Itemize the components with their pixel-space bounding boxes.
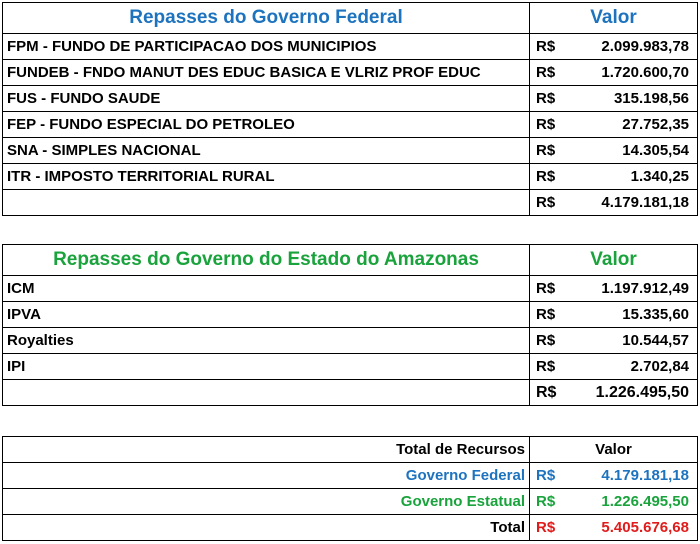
estado-row-value: 10.544,57 xyxy=(570,328,698,354)
currency-symbol: R$ xyxy=(530,489,570,515)
estado-row-value: 15.335,60 xyxy=(570,302,698,328)
table-row xyxy=(3,112,698,138)
table-row xyxy=(3,276,698,302)
currency-symbol: R$ xyxy=(530,463,570,489)
federal-row-value: 27.752,35 xyxy=(570,112,698,138)
estado-row-value: 1.197.912,49 xyxy=(570,276,698,302)
table-row xyxy=(3,86,698,112)
federal-row-value: 1.340,25 xyxy=(570,164,698,190)
federal-row-label: FPM - FUNDO DE PARTICIPACAO DOS MUNICIPIOS xyxy=(3,34,530,60)
currency-symbol: R$ xyxy=(530,164,570,190)
summary-total-value: 5.405.676,68 xyxy=(570,515,698,541)
table-row xyxy=(3,463,698,489)
table-row xyxy=(3,60,698,86)
currency-symbol: R$ xyxy=(530,380,570,406)
estado-total-value: 1.226.495,50 xyxy=(570,380,698,406)
federal-row-value: 1.720.600,70 xyxy=(570,60,698,86)
federal-header-row xyxy=(3,3,698,34)
currency-symbol: R$ xyxy=(530,34,570,60)
federal-total-value: 4.179.181,18 xyxy=(570,190,698,216)
table-row xyxy=(3,302,698,328)
summary-header: Total de Recursos xyxy=(3,437,530,463)
empty-cell xyxy=(3,190,530,216)
empty-cell xyxy=(3,380,530,406)
summary-table xyxy=(2,436,698,541)
table-row xyxy=(3,328,698,354)
federal-title: Repasses do Governo Federal xyxy=(3,3,530,34)
summary-estado-label: Governo Estatual xyxy=(3,489,530,515)
estado-row-label: Royalties xyxy=(3,328,530,354)
estado-row-label: ICM xyxy=(3,276,530,302)
federal-row-label: FUS - FUNDO SAUDE xyxy=(3,86,530,112)
federal-value-header: Valor xyxy=(530,3,698,34)
currency-symbol: R$ xyxy=(530,112,570,138)
estado-row-label: IPVA xyxy=(3,302,530,328)
currency-symbol: R$ xyxy=(530,60,570,86)
estado-header-row xyxy=(3,245,698,276)
estado-table xyxy=(2,244,698,406)
table-row xyxy=(3,515,698,541)
federal-row-value: 2.099.983,78 xyxy=(570,34,698,60)
summary-value-header: Valor xyxy=(530,437,698,463)
table-row xyxy=(3,138,698,164)
currency-symbol: R$ xyxy=(530,138,570,164)
estado-row-value: 2.702,84 xyxy=(570,354,698,380)
estado-row-label: IPI xyxy=(3,354,530,380)
summary-total-label: Total xyxy=(3,515,530,541)
summary-federal-value: 4.179.181,18 xyxy=(570,463,698,489)
summary-estado-value: 1.226.495,50 xyxy=(570,489,698,515)
estado-value-header: Valor xyxy=(530,245,698,276)
table-row xyxy=(3,354,698,380)
currency-symbol: R$ xyxy=(530,515,570,541)
table-row xyxy=(3,34,698,60)
federal-row-label: SNA - SIMPLES NACIONAL xyxy=(3,138,530,164)
summary-header-row xyxy=(3,437,698,463)
federal-row-value: 14.305,54 xyxy=(570,138,698,164)
federal-row-label: FUNDEB - FNDO MANUT DES EDUC BASICA E VLRIZ PROF EDUC xyxy=(3,60,530,86)
currency-symbol: R$ xyxy=(530,354,570,380)
currency-symbol: R$ xyxy=(530,276,570,302)
estado-total-row xyxy=(3,380,698,406)
currency-symbol: R$ xyxy=(530,328,570,354)
table-row xyxy=(3,164,698,190)
federal-total-row xyxy=(3,190,698,216)
federal-table xyxy=(2,2,698,216)
federal-row-value: 315.198,56 xyxy=(570,86,698,112)
federal-row-label: ITR - IMPOSTO TERRITORIAL RURAL xyxy=(3,164,530,190)
federal-row-label: FEP - FUNDO ESPECIAL DO PETROLEO xyxy=(3,112,530,138)
table-row xyxy=(3,489,698,515)
summary-federal-label: Governo Federal xyxy=(3,463,530,489)
currency-symbol: R$ xyxy=(530,302,570,328)
currency-symbol: R$ xyxy=(530,86,570,112)
estado-title: Repasses do Governo do Estado do Amazonas xyxy=(3,245,530,276)
currency-symbol: R$ xyxy=(530,190,570,216)
